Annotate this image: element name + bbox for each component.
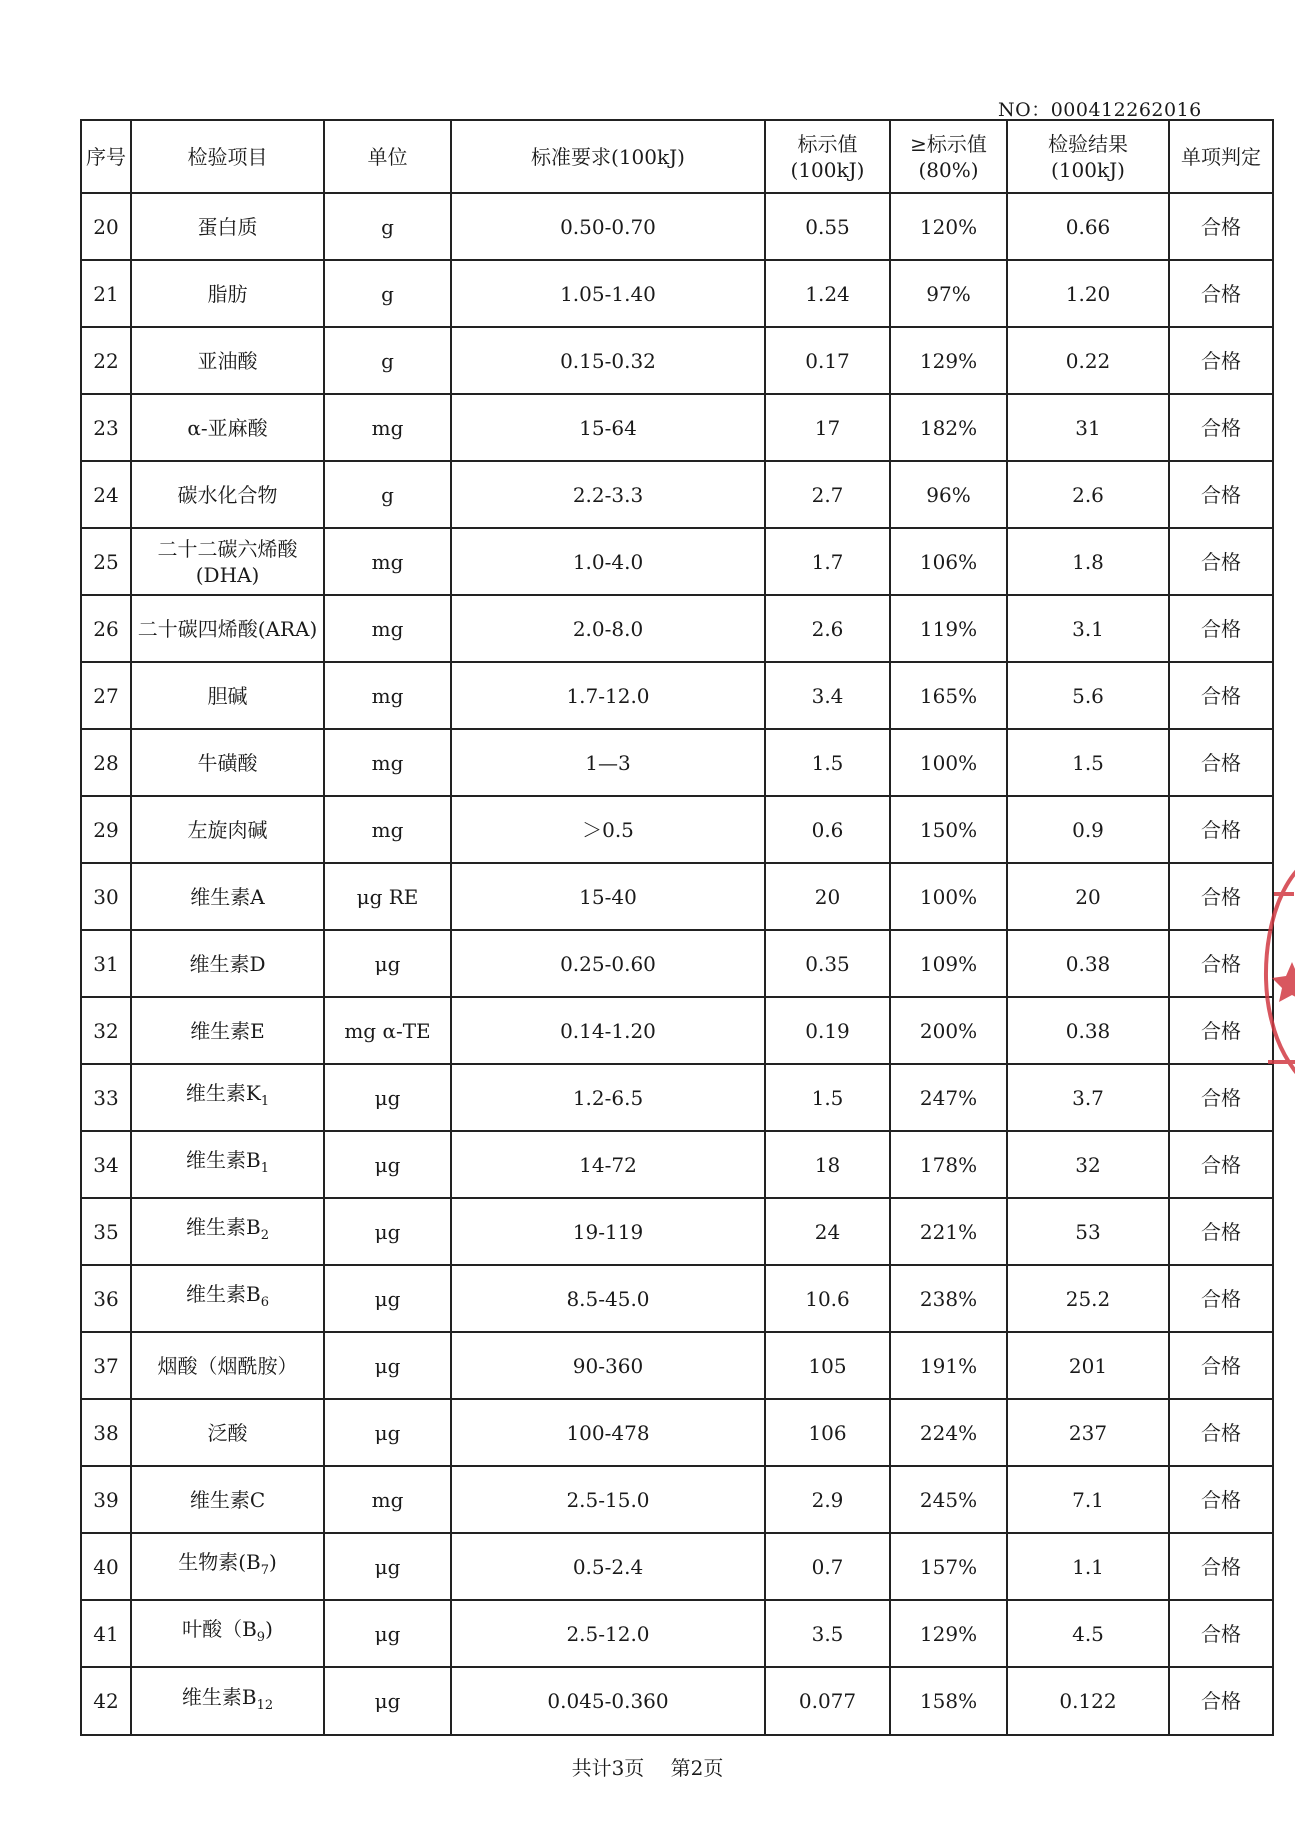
cell-unit: mg [324, 1466, 451, 1533]
cell-unit: μg [324, 1064, 451, 1131]
cell-item [131, 1131, 324, 1198]
cell-unit: μg [324, 1533, 451, 1600]
cell-judgement: 合格 [1169, 1399, 1273, 1466]
cell-standard: 1.7-12.0 [451, 662, 765, 729]
cell-no: 40 [81, 1533, 131, 1600]
header-label-value [765, 120, 890, 193]
cell-no: 27 [81, 662, 131, 729]
table-row [81, 863, 1273, 930]
item-name: 维生素C [189, 1487, 266, 1512]
table-row [81, 1131, 1273, 1198]
table-row [81, 930, 1273, 997]
cell-label-value: 1.7 [765, 528, 890, 595]
cell-label-pct: 129% [890, 327, 1007, 394]
item-name: 胆碱 [207, 683, 248, 708]
cell-unit: μg [324, 1600, 451, 1667]
table-row [81, 1399, 1273, 1466]
item-name: 维生素B [186, 1282, 261, 1306]
cell-label-pct: 109% [890, 930, 1007, 997]
cell-item [131, 595, 324, 662]
cell-label-pct: 182% [890, 394, 1007, 461]
cell-item [131, 1667, 324, 1735]
cell-label-value: 0.35 [765, 930, 890, 997]
cell-result: 4.5 [1007, 1600, 1169, 1667]
cell-label-pct: 100% [890, 729, 1007, 796]
cell-unit: g [324, 461, 451, 528]
cell-judgement: 合格 [1169, 1332, 1273, 1399]
cell-no: 42 [81, 1667, 131, 1735]
cell-item [131, 1600, 324, 1667]
cell-unit: mg α-TE [324, 997, 451, 1064]
header-result [1007, 120, 1169, 193]
item-subscript: 2 [260, 1228, 269, 1243]
page-footer [0, 1752, 1295, 1781]
cell-label-value: 0.19 [765, 997, 890, 1064]
cell-unit: g [324, 193, 451, 260]
table-row [81, 394, 1273, 461]
cell-item [131, 729, 324, 796]
item-subscript: 1 [260, 1094, 270, 1109]
cell-standard: 0.25-0.60 [451, 930, 765, 997]
cell-standard: 8.5-45.0 [451, 1265, 765, 1332]
cell-unit: μg [324, 1265, 451, 1332]
footer-total-pages: 共计3页 [571, 1756, 645, 1780]
cell-unit: μg [324, 1198, 451, 1265]
table-row [81, 1667, 1273, 1735]
item-subscript: 1 [260, 1161, 269, 1176]
cell-label-value: 0.077 [765, 1667, 890, 1735]
cell-judgement: 合格 [1169, 1131, 1273, 1198]
item-name: 维生素B [181, 1684, 257, 1709]
cell-item [131, 796, 324, 863]
item-name: 维生素K [185, 1081, 261, 1105]
item-name: 牛磺酸 [197, 750, 258, 775]
cell-judgement: 合格 [1169, 461, 1273, 528]
cell-label-pct: 129% [890, 1600, 1007, 1667]
cell-label-value: 1.24 [765, 260, 890, 327]
cell-label-value: 2.7 [765, 461, 890, 528]
cell-no: 20 [81, 193, 131, 260]
item-name: 泛酸 [207, 1420, 248, 1445]
cell-judgement: 合格 [1169, 729, 1273, 796]
item-name: α-亚麻酸 [187, 415, 268, 440]
cell-result: 20 [1007, 863, 1169, 930]
cell-unit: μg RE [324, 863, 451, 930]
cell-label-pct: 247% [890, 1064, 1007, 1131]
cell-standard: 1.05-1.40 [451, 260, 765, 327]
cell-unit: μg [324, 930, 451, 997]
cell-item [131, 528, 324, 595]
cell-no: 37 [81, 1332, 131, 1399]
cell-standard: 1.2-6.5 [451, 1064, 765, 1131]
cell-no: 32 [81, 997, 131, 1064]
header-label-pct-line1: ≥标示值 [910, 131, 987, 156]
cell-standard: 90-360 [451, 1332, 765, 1399]
cell-no: 28 [81, 729, 131, 796]
cell-label-value: 17 [765, 394, 890, 461]
cell-no: 31 [81, 930, 131, 997]
cell-standard: 15-64 [451, 394, 765, 461]
inspection-table [80, 119, 1274, 1736]
cell-unit: mg [324, 662, 451, 729]
cell-no: 23 [81, 394, 131, 461]
item-name: 维生素A [190, 884, 265, 909]
cell-result: 1.20 [1007, 260, 1169, 327]
cell-no: 30 [81, 863, 131, 930]
table-row [81, 1466, 1273, 1533]
cell-no: 35 [81, 1198, 131, 1265]
cell-label-value: 0.17 [765, 327, 890, 394]
cell-unit: mg [324, 528, 451, 595]
cell-judgement: 合格 [1169, 394, 1273, 461]
cell-result: 32 [1007, 1131, 1169, 1198]
cell-label-value: 2.9 [765, 1466, 890, 1533]
cell-judgement: 合格 [1169, 997, 1273, 1064]
header-result-line2: (100kJ) [1051, 157, 1125, 182]
cell-unit: μg [324, 1667, 451, 1735]
cell-unit: μg [324, 1332, 451, 1399]
cell-standard: 2.5-12.0 [451, 1600, 765, 1667]
cell-item [131, 863, 324, 930]
cell-label-pct: 200% [890, 997, 1007, 1064]
cell-item [131, 930, 324, 997]
table-row [81, 1198, 1273, 1265]
header-standard: 标准要求(100kJ) [451, 120, 765, 193]
cell-judgement: 合格 [1169, 260, 1273, 327]
cell-result: 1.1 [1007, 1533, 1169, 1600]
cell-judgement: 合格 [1169, 863, 1273, 930]
cell-result: 2.6 [1007, 461, 1169, 528]
cell-judgement: 合格 [1169, 662, 1273, 729]
cell-unit: mg [324, 394, 451, 461]
cell-label-value: 0.6 [765, 796, 890, 863]
cell-label-pct: 106% [890, 528, 1007, 595]
cell-result: 53 [1007, 1198, 1169, 1265]
cell-item [131, 461, 324, 528]
cell-item [131, 193, 324, 260]
cell-unit: mg [324, 595, 451, 662]
cell-label-pct: 238% [890, 1265, 1007, 1332]
cell-result: 0.38 [1007, 997, 1169, 1064]
cell-standard: 14-72 [451, 1131, 765, 1198]
table-row [81, 1533, 1273, 1600]
cell-label-value: 0.7 [765, 1533, 890, 1600]
cell-unit: mg [324, 729, 451, 796]
cell-no: 29 [81, 796, 131, 863]
cell-item [131, 1533, 324, 1600]
header-result-line1: 检验结果 [1048, 131, 1128, 156]
table-header-row [81, 120, 1273, 193]
report-number: NO：000412262016 [998, 99, 1202, 121]
cell-label-pct: 221% [890, 1198, 1007, 1265]
cell-label-pct: 157% [890, 1533, 1007, 1600]
cell-judgement: 合格 [1169, 595, 1273, 662]
item-name: 维生素E [190, 1018, 265, 1043]
item-name: 维生素B [186, 1148, 261, 1172]
footer-current-page: 第2页 [670, 1756, 724, 1780]
cell-item [131, 1265, 324, 1332]
cell-label-pct: 165% [890, 662, 1007, 729]
cell-result: 25.2 [1007, 1265, 1169, 1332]
cell-label-pct: 119% [890, 595, 1007, 662]
cell-label-value: 0.55 [765, 193, 890, 260]
cell-item [131, 327, 324, 394]
cell-label-value: 3.5 [765, 1600, 890, 1667]
cell-result: 5.6 [1007, 662, 1169, 729]
item-name: 二十碳四烯酸(ARA) [137, 616, 318, 641]
cell-item [131, 1064, 324, 1131]
item-name: 碳水化合物 [177, 482, 278, 507]
cell-item [131, 997, 324, 1064]
cell-no: 36 [81, 1265, 131, 1332]
cell-judgement: 合格 [1169, 930, 1273, 997]
cell-label-pct: 97% [890, 260, 1007, 327]
cell-judgement: 合格 [1169, 528, 1273, 595]
cell-result: 201 [1007, 1332, 1169, 1399]
cell-label-pct: 96% [890, 461, 1007, 528]
table-row [81, 193, 1273, 260]
table-row [81, 1332, 1273, 1399]
table-row [81, 1600, 1273, 1667]
item-subscript: 9 [256, 1630, 266, 1645]
cell-item [131, 394, 324, 461]
cell-unit: mg [324, 796, 451, 863]
table-row [81, 1265, 1273, 1332]
cell-label-value: 3.4 [765, 662, 890, 729]
item-subscript: 12 [256, 1697, 274, 1713]
header-no: 序号 [81, 120, 131, 193]
cell-result: 237 [1007, 1399, 1169, 1466]
cell-item [131, 1399, 324, 1466]
cell-judgement: 合格 [1169, 1533, 1273, 1600]
table-row [81, 327, 1273, 394]
cell-unit: g [324, 327, 451, 394]
cell-result: 1.8 [1007, 528, 1169, 595]
item-name: 维生素D [189, 951, 266, 976]
cell-judgement: 合格 [1169, 1064, 1273, 1131]
cell-standard: 15-40 [451, 863, 765, 930]
cell-no: 39 [81, 1466, 131, 1533]
cell-result: 7.1 [1007, 1466, 1169, 1533]
cell-judgement: 合格 [1169, 1466, 1273, 1533]
cell-standard: 0.5-2.4 [451, 1533, 765, 1600]
cell-standard: ＞0.5 [451, 796, 765, 863]
cell-no: 38 [81, 1399, 131, 1466]
cell-standard: 2.0-8.0 [451, 595, 765, 662]
cell-judgement: 合格 [1169, 327, 1273, 394]
cell-result: 0.9 [1007, 796, 1169, 863]
item-name: 左旋肉碱 [187, 817, 268, 842]
cell-standard: 100-478 [451, 1399, 765, 1466]
cell-item [131, 1332, 324, 1399]
cell-judgement: 合格 [1169, 1667, 1273, 1735]
cell-unit: g [324, 260, 451, 327]
table-row [81, 796, 1273, 863]
cell-label-pct: 120% [890, 193, 1007, 260]
cell-label-value: 20 [765, 863, 890, 930]
cell-standard: 0.14-1.20 [451, 997, 765, 1064]
item-name-line2: (DHA) [195, 562, 260, 587]
cell-no: 41 [81, 1600, 131, 1667]
header-label-value-line2: (100kJ) [790, 157, 865, 182]
cell-label-pct: 224% [890, 1399, 1007, 1466]
table-row [81, 595, 1273, 662]
item-subscript: 6 [260, 1295, 269, 1310]
official-seal-stamp [1248, 852, 1295, 1092]
cell-result: 3.1 [1007, 595, 1169, 662]
header-item: 检验项目 [131, 120, 324, 193]
cell-no: 21 [81, 260, 131, 327]
cell-item [131, 662, 324, 729]
cell-judgement: 合格 [1169, 1265, 1273, 1332]
cell-no: 33 [81, 1064, 131, 1131]
item-name: 生物素(B [178, 1550, 261, 1574]
cell-no: 22 [81, 327, 131, 394]
cell-no: 26 [81, 595, 131, 662]
cell-standard: 19-119 [451, 1198, 765, 1265]
cell-label-value: 1.5 [765, 729, 890, 796]
cell-standard: 0.15-0.32 [451, 327, 765, 394]
cell-standard: 0.50-0.70 [451, 193, 765, 260]
item-name: 脂肪 [207, 281, 248, 306]
cell-judgement: 合格 [1169, 1600, 1273, 1667]
cell-result: 31 [1007, 394, 1169, 461]
cell-label-pct: 178% [890, 1131, 1007, 1198]
cell-unit: μg [324, 1399, 451, 1466]
header-label-pct [890, 120, 1007, 193]
cell-result: 0.38 [1007, 930, 1169, 997]
cell-label-value: 10.6 [765, 1265, 890, 1332]
cell-label-value: 18 [765, 1131, 890, 1198]
item-subscript: 7 [260, 1563, 269, 1578]
cell-unit: μg [324, 1131, 451, 1198]
cell-no: 25 [81, 528, 131, 595]
cell-result: 3.7 [1007, 1064, 1169, 1131]
table-row [81, 260, 1273, 327]
item-suffix: ) [265, 1617, 273, 1641]
cell-label-value: 1.5 [765, 1064, 890, 1131]
table-row [81, 528, 1273, 595]
header-label-value-line1: 标示值 [797, 131, 858, 156]
cell-item [131, 1198, 324, 1265]
cell-standard: 0.045-0.360 [451, 1667, 765, 1735]
table-row [81, 662, 1273, 729]
cell-label-value: 2.6 [765, 595, 890, 662]
header-unit: 单位 [324, 120, 451, 193]
cell-standard: 1.0-4.0 [451, 528, 765, 595]
cell-judgement: 合格 [1169, 796, 1273, 863]
header-judgement: 单项判定 [1169, 120, 1273, 193]
cell-item [131, 1466, 324, 1533]
table-row [81, 461, 1273, 528]
item-name: 烟酸（烟酰胺） [157, 1353, 298, 1378]
cell-label-pct: 150% [890, 796, 1007, 863]
cell-item [131, 260, 324, 327]
cell-result: 0.22 [1007, 327, 1169, 394]
cell-label-value: 105 [765, 1332, 890, 1399]
cell-label-pct: 245% [890, 1466, 1007, 1533]
cell-judgement: 合格 [1169, 193, 1273, 260]
cell-standard: 2.5-15.0 [451, 1466, 765, 1533]
cell-result: 0.122 [1007, 1667, 1169, 1735]
cell-no: 24 [81, 461, 131, 528]
item-name: 蛋白质 [197, 214, 258, 239]
item-suffix: ) [268, 1550, 277, 1574]
cell-no: 34 [81, 1131, 131, 1198]
cell-label-pct: 100% [890, 863, 1007, 930]
header-label-pct-line2: (80%) [918, 157, 979, 182]
item-name: 亚油酸 [197, 348, 258, 373]
table-body [81, 193, 1273, 1735]
item-name: 叶酸（B [182, 1617, 257, 1641]
cell-judgement: 合格 [1169, 1198, 1273, 1265]
cell-label-value: 106 [765, 1399, 890, 1466]
cell-result: 1.5 [1007, 729, 1169, 796]
table-row [81, 1064, 1273, 1131]
cell-result: 0.66 [1007, 193, 1169, 260]
table-row [81, 729, 1273, 796]
cell-label-pct: 191% [890, 1332, 1007, 1399]
item-name: 二十二碳六烯酸 [157, 536, 298, 561]
cell-standard: 1—3 [451, 729, 765, 796]
cell-label-pct: 158% [890, 1667, 1007, 1735]
cell-standard: 2.2-3.3 [451, 461, 765, 528]
item-name: 维生素B [186, 1215, 261, 1239]
table-row [81, 997, 1273, 1064]
cell-label-value: 24 [765, 1198, 890, 1265]
